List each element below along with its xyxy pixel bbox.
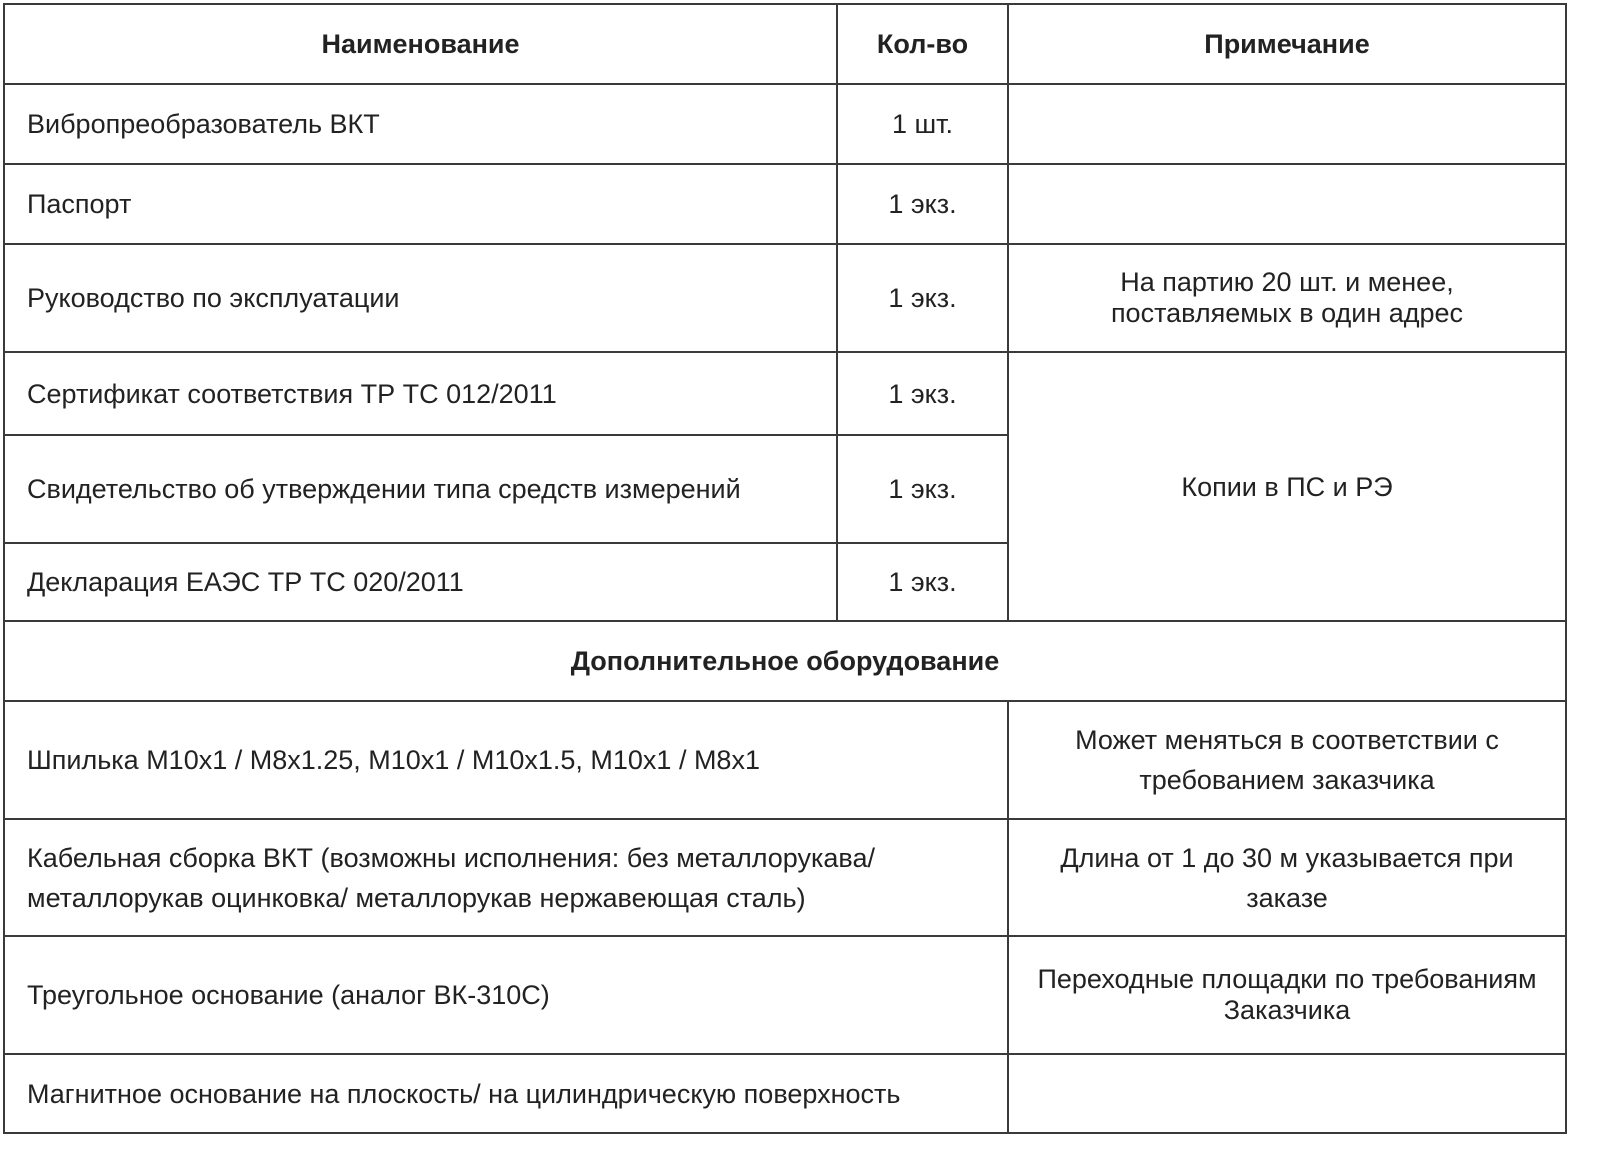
- table-row: [4, 84, 1566, 164]
- row-note: [1008, 1054, 1566, 1133]
- row-name: Шпилька М10х1 / М8х1.25, М10х1 / М10х1.5, М10х1 / М8х1: [4, 701, 1008, 819]
- row-qty: 1 экз.: [837, 543, 1008, 621]
- row-note: [1008, 819, 1566, 936]
- row-note: [1008, 84, 1566, 164]
- note-line: требованием заказчика: [1139, 765, 1435, 795]
- row-note: [1008, 164, 1566, 244]
- name-line: металлорукав оцинковка/ металлорукав нержавеющая сталь): [27, 882, 806, 913]
- note-line: Может меняться в соответствии с: [1075, 725, 1499, 755]
- note-line: заказе: [1246, 882, 1328, 913]
- note-line: Длина от 1 до 30 м указывается при: [1060, 842, 1514, 873]
- row-name: Свидетельство об утверждении типа средств измерений: [4, 435, 837, 543]
- note-line: Заказчика: [1223, 995, 1351, 1025]
- table-row: [4, 1054, 1566, 1133]
- row-name: Треугольное основание (аналог ВК-310С): [4, 936, 1008, 1054]
- table-row: [4, 701, 1566, 819]
- section-title: Дополнительное оборудование: [4, 621, 1566, 701]
- row-qty: 1 шт.: [837, 84, 1008, 164]
- row-name: Паспорт: [4, 164, 837, 244]
- header-qty: Кол-во: [837, 4, 1008, 84]
- header-name: Наименование: [4, 4, 837, 84]
- note-line: Переходные площадки по требованиям: [1037, 964, 1537, 994]
- row-qty: 1 экз.: [837, 244, 1008, 352]
- row-name: Руководство по эксплуатации: [4, 244, 837, 352]
- row-note: [1008, 701, 1566, 819]
- table-row: [4, 352, 1566, 435]
- header-note: Примечание: [1008, 4, 1566, 84]
- row-note: [1008, 244, 1566, 352]
- row-name: Вибропреобразователь ВКТ: [4, 84, 837, 164]
- note-line: На партию 20 шт. и менее,: [1120, 267, 1454, 297]
- row-qty: 1 экз.: [837, 435, 1008, 543]
- row-name: [4, 819, 1008, 936]
- table-header-row: [4, 4, 1566, 84]
- equipment-table: [3, 3, 1567, 1134]
- name-line: Кабельная сборка ВКТ (возможны исполнения: без металлорукава/: [27, 842, 875, 873]
- row-qty: 1 экз.: [837, 164, 1008, 244]
- table-row: [4, 244, 1566, 352]
- row-name: Сертификат соответствия ТР ТС 012/2011: [4, 352, 837, 435]
- table-row: [4, 819, 1566, 936]
- row-qty: 1 экз.: [837, 352, 1008, 435]
- table-row: [4, 164, 1566, 244]
- note-line: поставляемых в один адрес: [1110, 298, 1464, 328]
- merged-note-cell: Копии в ПС и РЭ: [1008, 352, 1566, 621]
- table-row: [4, 936, 1566, 1054]
- row-name: Декларация ЕАЭС ТР ТС 020/2011: [4, 543, 837, 621]
- row-note: [1008, 936, 1566, 1054]
- row-name: Магнитное основание на плоскость/ на цилиндрическую поверхность: [4, 1054, 1008, 1133]
- section-row: [4, 621, 1566, 701]
